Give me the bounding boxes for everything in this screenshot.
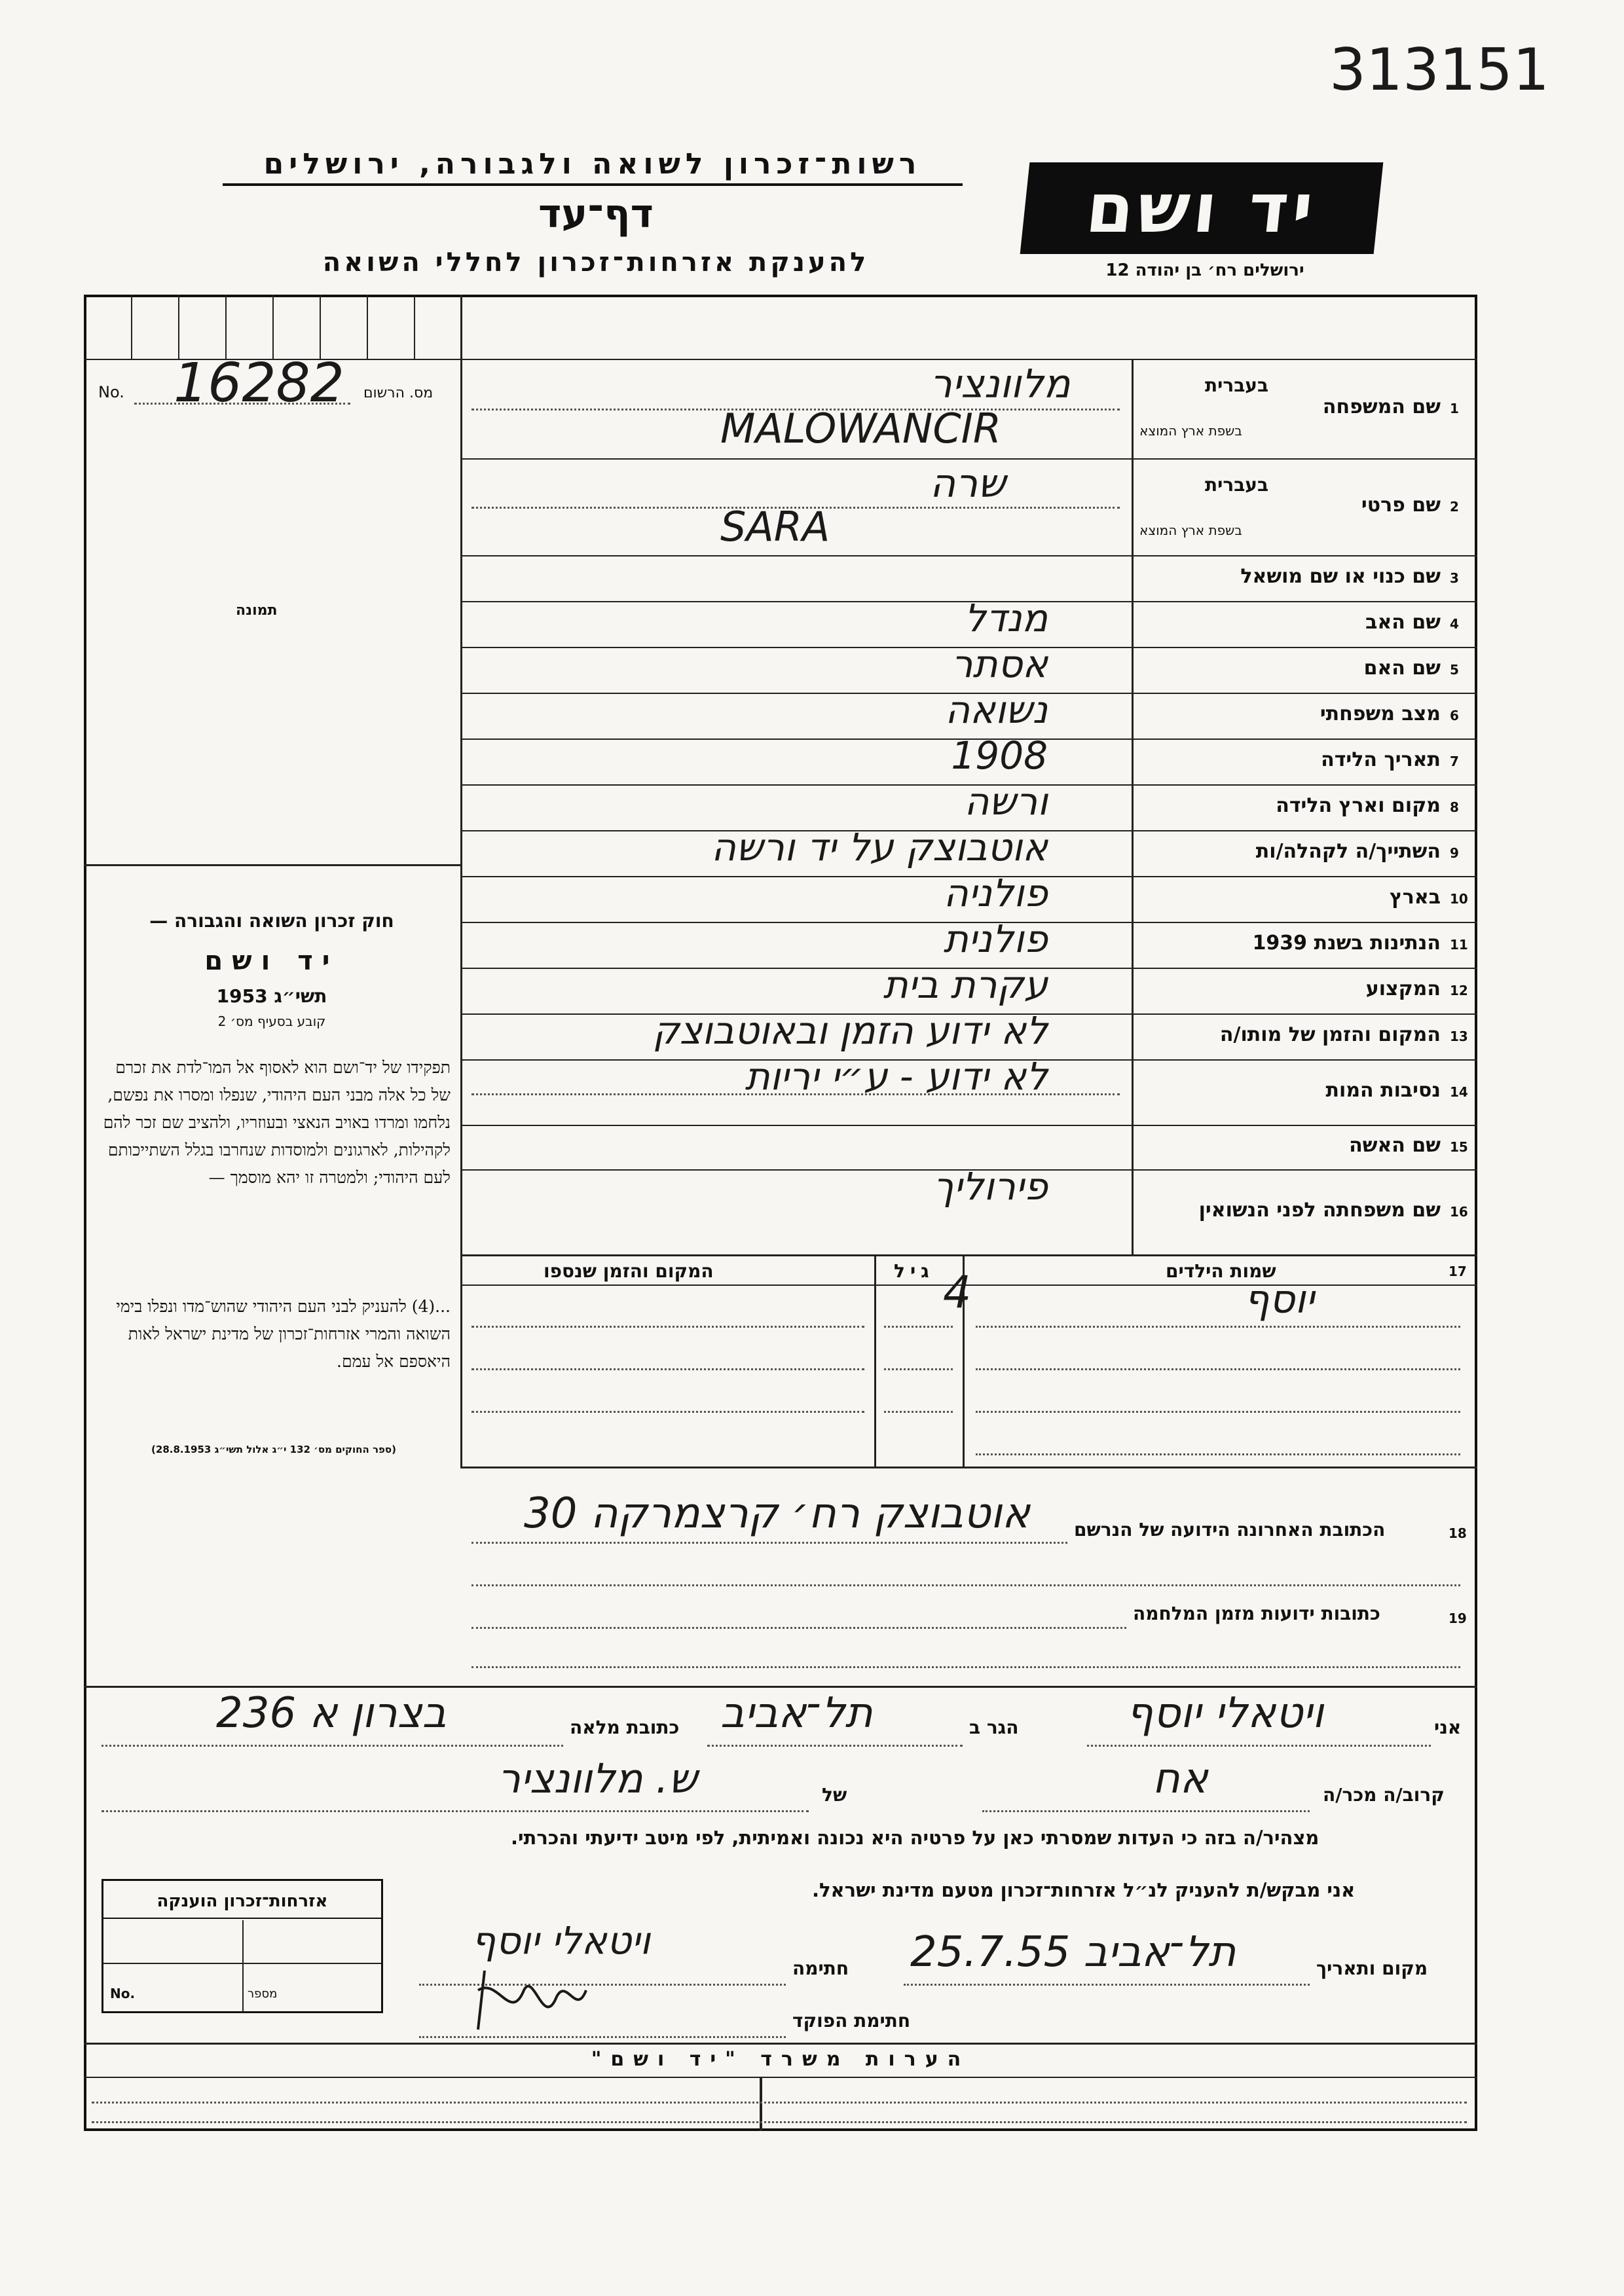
field-10-number: 10: [1450, 891, 1468, 907]
field-7-value: 1908: [951, 733, 1048, 778]
field-10-label: בארץ: [1389, 886, 1441, 909]
children-age-header: גיל: [894, 1260, 934, 1282]
field-2-latin-value: SARA: [720, 503, 830, 551]
request-text: אני מבקש/ת להעניק לנ״ל אזרחות־זכרון מטעם מדינת ישראל.: [812, 1879, 1356, 1901]
citizenship-title: אזרחות־זכרון הוענקה: [103, 1881, 381, 1919]
field-1-hebrew-value: מלוונציר: [930, 361, 1071, 407]
field-7-label: תאריך הלידה: [1321, 748, 1441, 771]
law-paragraph-1: תפקידו של יד־ושם הוא לאסוף אל המו־לדת את זכרם של כל אלה מבני העם היהודי, שנפלו ומסרו את נפשם, נלחמו ומרדו באויב הנאצי ובעוזריו, ולהציב שם זכר להם לקהילות, לארגונים ולמוסדות שנחרבו בגלל השתייכותם לעם היהודי; ולמטרה זו יהא מוסמך —: [103, 1058, 451, 1187]
field-1-origin-sublabel: בשפת ארץ המוצא: [1139, 423, 1242, 439]
officer-signature-scrawl: [471, 1951, 602, 2043]
citizenship-no-label: No.: [110, 1986, 136, 2001]
field-18-label: הכתובת האחרונה הידועה של הנרשם: [1074, 1519, 1386, 1540]
field-2-hebrew-value: שרה: [930, 461, 1006, 507]
field-1-latin-value: MALOWANCIR: [720, 405, 1002, 452]
field-13-number: 13: [1450, 1029, 1468, 1044]
form-subtitle: להענקת אזרחות־זכרון לחללי השואה: [322, 247, 870, 278]
field-3-label: שם כנוי או שם מושאל: [1240, 565, 1441, 588]
field-5-value: אסתר: [951, 642, 1048, 686]
children-place-header: המקום והזמן שנספו: [544, 1260, 714, 1282]
children-names-header: שמות הילדים: [1166, 1260, 1276, 1282]
field-4-label: שם האב: [1365, 611, 1441, 634]
field-5-number: 5: [1450, 662, 1459, 678]
field-2-label: שם פרטי: [1361, 494, 1441, 517]
law-footnote: (ספר החוקים מס׳ 132 י״ג אלול תשי״ג 28.8.1953): [151, 1444, 396, 1455]
field-8-label: מקום וארץ הלידה: [1276, 794, 1441, 817]
declarant-resides-label: הגר ב: [969, 1717, 1019, 1738]
field-4-number: 4: [1450, 616, 1459, 632]
field-17-number: 17: [1449, 1264, 1467, 1279]
authority-line: רשות־זכרון לשואה ולגבורה, ירושלים: [223, 147, 963, 186]
law-year: תשי״ג 1953: [216, 985, 327, 1007]
logo-address: ירושלים רח׳ בן יהודה 12: [1105, 261, 1304, 280]
field-row-divider: [460, 458, 1477, 460]
field-2-hebrew-sublabel: בעברית: [1205, 474, 1269, 496]
field-11-number: 11: [1450, 937, 1468, 953]
field-1-label: שם המשפחה: [1322, 395, 1441, 418]
field-14-value: לא ידוע - ע״י יריות: [745, 1054, 1048, 1099]
field-6-value: נשואה: [945, 687, 1048, 732]
field-9-value: אוטבוצק על יד ורשה: [711, 825, 1048, 869]
of-name: ש. מלוונציר: [498, 1755, 697, 1802]
child-1-name: יוסף: [1244, 1277, 1315, 1322]
child-1-age: 4: [943, 1267, 972, 1319]
field-16-value: פירוליך: [933, 1164, 1048, 1209]
field-2-origin-sublabel: בשפת ארץ המוצא: [1139, 522, 1242, 538]
field-2-number: 2: [1450, 499, 1459, 515]
field-6-label: מצב משפחתי: [1320, 702, 1441, 725]
place-date-value: תל־אביב 25.7.55: [910, 1928, 1236, 1977]
yad-vashem-logo: [1020, 162, 1384, 254]
field-8-value: ורשה: [964, 779, 1048, 824]
office-notes-label: הערות משרד "יד ושם": [591, 2048, 970, 2071]
field-6-number: 6: [1450, 708, 1459, 723]
field-9-label: השתייך/ה לקהלה/ות: [1255, 840, 1441, 863]
citizenship-num-label: מספר: [248, 1987, 278, 2001]
field-row-divider: [460, 555, 1477, 556]
field-1-hebrew-sublabel: בעברית: [1205, 374, 1269, 396]
declarant-name: ויטאלי יוסף: [1126, 1689, 1324, 1738]
field-1-number: 1: [1450, 401, 1459, 416]
field-19-label: כתובות ידועות מזמן המלחמה: [1133, 1603, 1380, 1624]
archive-stamp-number: 313151: [1329, 36, 1549, 103]
declarant-address: בצרון א 236: [216, 1689, 447, 1738]
field-7-number: 7: [1450, 754, 1459, 769]
law-title: חוק זכרון השואה והגבורה —: [149, 910, 394, 932]
field-14-label: נסיבות המות: [1325, 1079, 1441, 1102]
field-row-divider: [460, 1125, 1477, 1126]
field-12-label: המקצוע: [1365, 977, 1441, 1000]
statement-text: מצהיר/ה בזה כי העדות שמסרתי כאן על פרטיה היא נכונה ואמיתית, לפי מיטב ידיעתי והכרתי.: [511, 1827, 1320, 1849]
field-3-number: 3: [1450, 570, 1459, 586]
officer-signature-label: חתימת הפוקד: [792, 2010, 911, 2032]
field-16-label: שם משפחתה לפני הנשואין: [1198, 1199, 1441, 1222]
registration-no-prefix: No.: [98, 383, 124, 401]
field-14-number: 14: [1450, 1084, 1468, 1100]
field-18-value: אוטבוצק רח׳ קרצמרקה 30: [524, 1489, 1030, 1538]
declarant-i-label: אני: [1434, 1717, 1462, 1738]
field-5-label: שם האם: [1363, 657, 1441, 680]
relation-value: אח: [1153, 1755, 1208, 1803]
field-15-number: 15: [1450, 1139, 1468, 1155]
field-12-number: 12: [1450, 983, 1468, 998]
field-12-value: עקרת בית: [883, 962, 1048, 1007]
form-title: דף־עד: [538, 191, 654, 237]
place-date-label: מקום ותאריך: [1316, 1958, 1428, 1979]
law-paragraph-2: ...(4) להעניק לבני העם היהודי שהוש־מדו ונפלו בימי השואה והמרי אזרחות־זכרון של מדינת ישראל לאות היאספם אל עמם.: [116, 1297, 451, 1371]
field-4-value: מנדל: [964, 596, 1048, 640]
registration-number-value: 16282: [174, 352, 344, 414]
citizenship-box: [101, 1879, 383, 2013]
field-11-value: פולנית: [943, 917, 1048, 961]
field-11-label: הנתינות בשנת 1939: [1252, 932, 1441, 955]
field-16-number: 16: [1450, 1204, 1468, 1220]
field-10-value: פולניה: [943, 871, 1048, 915]
law-name: יד ושם: [204, 946, 339, 976]
declarant-address-label: כתובת מלאה: [570, 1717, 680, 1738]
field-18-number: 18: [1449, 1525, 1467, 1541]
field-9-number: 9: [1450, 845, 1459, 861]
signature-value: ויטאלי יוסף: [471, 1918, 651, 1963]
photo-label: תמונה: [236, 602, 278, 619]
signature-label: חתימה: [792, 1958, 849, 1979]
field-13-label: המקום והזמן של מותו/ה: [1219, 1023, 1441, 1046]
field-19-number: 19: [1449, 1611, 1467, 1626]
top-code-boxes: [84, 295, 460, 359]
declarant-city: תל־אביב: [720, 1689, 873, 1738]
field-8-number: 8: [1450, 799, 1459, 815]
relative-label: קרוב/ה מכר/ה: [1323, 1784, 1445, 1806]
registration-label: מס. הרשום: [363, 385, 434, 401]
field-13-value: לא ידוע הזמן ובאוטבוצק: [652, 1008, 1048, 1053]
field-15-label: שם האשה: [1349, 1134, 1441, 1157]
law-clause: קובע בסעיף מס׳ 2: [217, 1013, 326, 1029]
of-label: של: [822, 1784, 847, 1806]
logo-text: יד ושם: [1082, 168, 1321, 248]
